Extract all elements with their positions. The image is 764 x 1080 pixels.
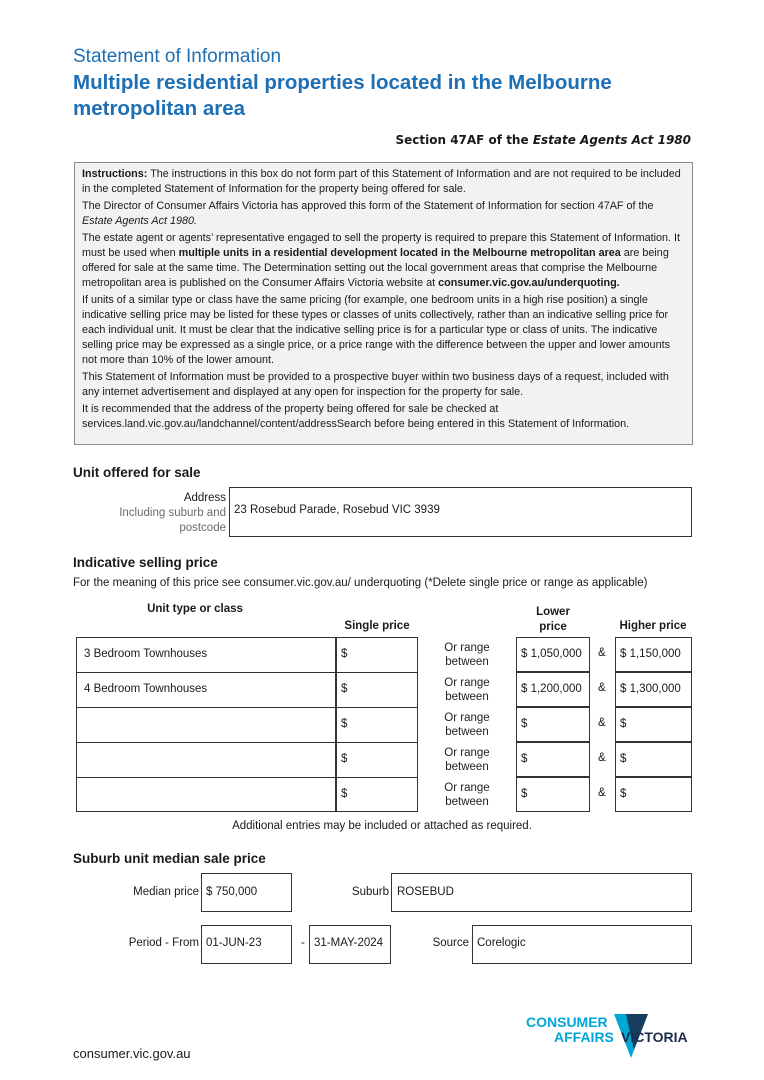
higher-price-cell[interactable]	[615, 672, 692, 707]
form-subtitle: Statement of Information	[73, 46, 282, 67]
unit-type-value: 4 Bedroom Townhouses	[84, 683, 208, 695]
logo-text-affairs: AFFAIRS	[554, 1029, 614, 1045]
higher-price-cell[interactable]	[615, 707, 692, 742]
median-price-label: Median price	[133, 886, 199, 898]
or-range-label	[430, 676, 504, 704]
lower-price-value: $	[521, 718, 528, 730]
range-ampersand: &	[598, 647, 606, 659]
price-meaning-text: For the meaning of this price see consumer.vic.gov.au/ underquoting (*Delete single price or range as applicable)	[73, 577, 648, 589]
or-range-label	[430, 641, 504, 669]
col-header-higher: Higher price	[619, 620, 687, 632]
col-header-type: Unit type or class	[147, 603, 243, 615]
range-ampersand: &	[598, 787, 606, 799]
col-header-lower-1: Lower	[536, 606, 570, 618]
lower-price-value: $	[521, 788, 528, 800]
period-from-value: 01-JUN-23	[206, 937, 262, 949]
period-to-value: 31-MAY-2024	[314, 937, 384, 949]
instructions-p3b: multiple units in a residential development located in the Melbourne metropolitan area	[178, 247, 621, 259]
higher-price-value: $	[620, 718, 627, 730]
unit-type-cell[interactable]	[76, 637, 336, 672]
instructions-p1: The instructions in this box do not form part of this Statement of Information and are not required to be included in the completed Statement of Information for the property being offered for sale.	[82, 168, 681, 195]
period-from-field[interactable]	[201, 925, 292, 964]
single-price-cell[interactable]	[336, 637, 418, 672]
footer-site: consumer.vic.gov.au	[73, 1046, 191, 1061]
instructions-p3c: are being offered for sale at the same time. The Determination setting out the local government areas that comprise the Melbourne metropolitan area is published on the Consumer Affairs Victoria website at	[82, 247, 669, 289]
lower-price-value: $ 1,050,000	[521, 648, 582, 660]
unit-offered-heading: Unit offered for sale	[73, 465, 201, 480]
indicative-price-heading: Indicative selling price	[73, 555, 218, 570]
median-price-field[interactable]	[201, 873, 292, 912]
address-field[interactable]	[229, 487, 692, 537]
unit-type-value: 3 Bedroom Townhouses	[84, 648, 208, 660]
or-range-label	[430, 711, 504, 739]
lower-price-cell[interactable]	[516, 777, 590, 812]
col-header-lower	[516, 605, 590, 635]
range-ampersand: &	[598, 717, 606, 729]
section-prefix: Section 47AF of the	[395, 133, 529, 147]
or-range-line2: between	[445, 656, 489, 668]
instructions-p3a: The estate agent or agents’ representative engaged to sell the property is required to prepare this Statement of Information. It must be used when	[82, 232, 680, 259]
section-act: Estate Agents Act 1980	[532, 133, 691, 147]
instructions-p5: This Statement of Information must be provided to a prospective buyer within two business days of a request, included with any internet advertisement and displayed at any open for inspection for the property for sale.	[82, 371, 669, 398]
period-dash: -	[301, 937, 305, 949]
or-range-line2: between	[445, 796, 489, 808]
address-label-sub2: postcode	[179, 522, 226, 534]
unit-type-cell[interactable]	[76, 707, 336, 742]
higher-price-value: $	[620, 788, 627, 800]
instructions-lead: Instructions:	[82, 168, 148, 180]
col-header-lower-2: price	[539, 621, 567, 633]
lower-price-value: $	[521, 753, 528, 765]
instructions-p2a: The Director of Consumer Affairs Victoria has approved this form of the Statement of Information for section 47AF of the	[82, 200, 654, 212]
lower-price-cell[interactable]	[516, 672, 590, 707]
address-label	[90, 491, 226, 536]
form-title: Multiple residential properties located in the Melbourne metropolitan area	[73, 71, 612, 120]
section-reference	[395, 133, 691, 147]
or-range-line2: between	[445, 691, 489, 703]
range-ampersand: &	[598, 752, 606, 764]
period-to-field[interactable]	[309, 925, 391, 964]
source-field[interactable]	[472, 925, 692, 964]
range-ampersand: &	[598, 682, 606, 694]
logo-text-consumer: CONSUMER	[526, 1014, 608, 1030]
address-label-main: Address	[183, 492, 226, 504]
source-value: Corelogic	[477, 937, 526, 949]
instructions-p4: If units of a similar type or class have the same pricing (for example, one bedroom units in a high rise position) a single indicative selling price may be listed for these types or classes of units collectively, rather than an indicative selling price for each individual unit. It must be clear that the indicative selling price is for a particular type or class of units. The indicative selling price may be expressed as a single price, or a price range with the difference between the upper and lower amounts not more than 10% of the lower amount.	[82, 294, 670, 366]
single-price-value: $	[341, 718, 348, 730]
suburb-value: ROSEBUD	[397, 886, 454, 898]
address-value: 23 Rosebud Parade, Rosebud VIC 3939	[234, 504, 440, 516]
higher-price-value: $ 1,150,000	[620, 648, 681, 660]
additional-entries-note: Additional entries may be included or attached as required.	[232, 820, 532, 832]
lower-price-cell[interactable]	[516, 742, 590, 777]
single-price-value: $	[341, 648, 348, 660]
period-label: Period - From	[128, 937, 199, 949]
higher-price-value: $ 1,300,000	[620, 683, 681, 695]
or-range-line2: between	[445, 761, 489, 773]
or-range-line1: Or range	[444, 712, 490, 724]
higher-price-cell[interactable]	[615, 637, 692, 672]
instructions-box	[74, 162, 693, 445]
lower-price-cell[interactable]	[516, 637, 590, 672]
instructions-p6: It is recommended that the address of the property being offered for sale be checked at services.land.vic.gov.au/landchannel/content/addressSearch before being entered in this Statement of Information.	[82, 403, 630, 430]
instructions-p3d: consumer.vic.gov.au/underquoting.	[438, 277, 620, 289]
consumer-affairs-victoria-logo	[526, 1010, 698, 1062]
unit-type-cell[interactable]	[76, 742, 336, 777]
source-label: Source	[432, 937, 469, 949]
or-range-line1: Or range	[444, 782, 490, 794]
or-range-label	[430, 746, 504, 774]
single-price-value: $	[341, 788, 348, 800]
col-header-single: Single price	[344, 620, 410, 632]
suburb-field[interactable]	[391, 873, 692, 912]
single-price-cell[interactable]	[336, 707, 418, 742]
higher-price-value: $	[620, 753, 627, 765]
single-price-cell[interactable]	[336, 777, 418, 812]
or-range-line1: Or range	[444, 677, 490, 689]
or-range-line1: Or range	[444, 747, 490, 759]
median-price-value: $ 750,000	[206, 886, 258, 898]
higher-price-cell[interactable]	[615, 742, 692, 777]
median-heading: Suburb unit median sale price	[73, 851, 266, 866]
or-range-line2: between	[445, 726, 489, 738]
single-price-value: $	[341, 683, 348, 695]
or-range-line1: Or range	[444, 642, 490, 654]
logo-text-victoria: VICTORIA	[621, 1029, 688, 1045]
lower-price-cell[interactable]	[516, 707, 590, 742]
or-range-label	[430, 781, 504, 809]
single-price-cell[interactable]	[336, 742, 418, 777]
address-label-sub1: Including suburb and	[119, 507, 226, 519]
higher-price-cell[interactable]	[615, 777, 692, 812]
suburb-label: Suburb	[351, 886, 389, 898]
unit-type-cell[interactable]	[76, 777, 336, 812]
instructions-p2b: Estate Agents Act 1980.	[82, 215, 198, 227]
unit-type-cell[interactable]	[76, 672, 336, 707]
single-price-value: $	[341, 753, 348, 765]
lower-price-value: $ 1,200,000	[521, 683, 582, 695]
single-price-cell[interactable]	[336, 672, 418, 707]
